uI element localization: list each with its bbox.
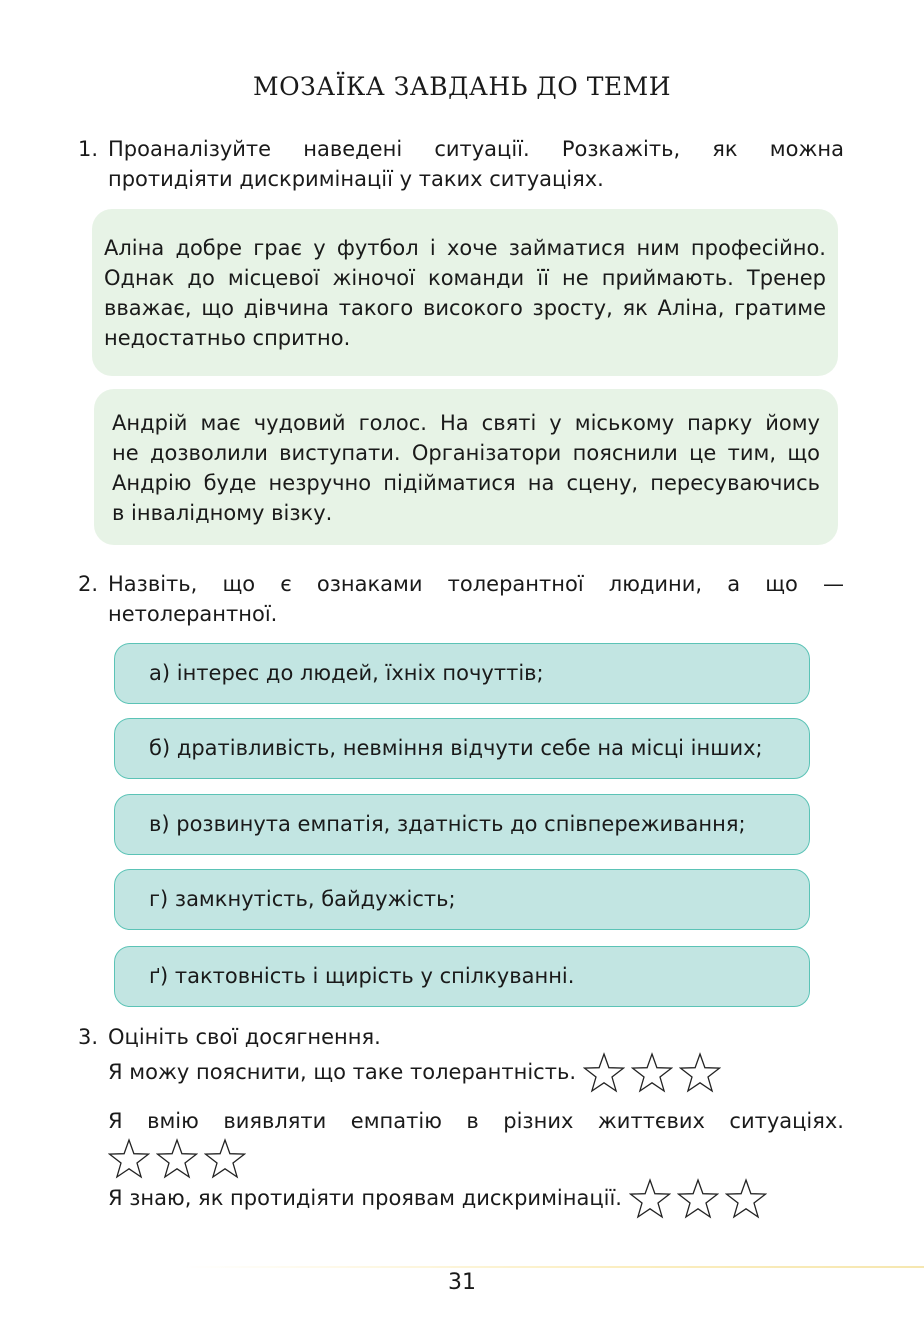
story-line: не дозволили виступати. Організатори пояснили це тим, що <box>112 441 820 465</box>
star-rating-2[interactable] <box>108 1138 246 1180</box>
story-line: в інвалідному візку. <box>112 501 333 525</box>
star-outline-icon[interactable] <box>204 1138 246 1180</box>
star-rating-3[interactable] <box>629 1178 767 1220</box>
star-outline-icon[interactable] <box>108 1138 150 1180</box>
star-outline-icon[interactable] <box>629 1178 671 1220</box>
task-2-line-2: нетолерантної. <box>108 602 278 626</box>
task-3-number: 3. <box>78 1025 99 1049</box>
option-h: г) замкнутість, байдужість; <box>114 869 810 930</box>
story-line: недостатньо спритно. <box>104 326 351 350</box>
option-b: б) дратівливість, невміння відчути себе на місці інших; <box>114 718 810 779</box>
task-3-question <box>78 1022 844 1052</box>
story-line: Андрію буде незручно підійматися на сцену, пересуваючись <box>112 471 820 495</box>
self-assessment-row-2 <box>108 1106 844 1180</box>
story-line: Андрій має чудовий голос. На святі у міському парку йому <box>112 411 820 435</box>
star-rating-1[interactable] <box>583 1052 721 1094</box>
option-a: а) інтерес до людей, їхніх почуттів; <box>114 643 810 704</box>
task-2-question <box>78 569 844 629</box>
star-outline-icon[interactable] <box>725 1178 767 1220</box>
task-2-line-1: Назвіть, що є ознаками толерантної людини, а що — <box>108 572 844 596</box>
star-outline-icon[interactable] <box>677 1178 719 1220</box>
task-1-line-2: протидіяти дискримінації у таких ситуаціях. <box>108 167 604 191</box>
statement-3: Я знаю, як протидіяти проявам дискримінації. <box>108 1186 622 1210</box>
story-card-alina <box>92 209 838 376</box>
story-card-andrii <box>94 389 838 545</box>
task-2-number: 2. <box>78 572 99 596</box>
star-outline-icon[interactable] <box>679 1052 721 1094</box>
story-line: Аліна добре грає у футбол і хоче займатися ним професійно. <box>104 236 826 260</box>
task-1-question <box>78 134 844 194</box>
self-assessment-row-3 <box>108 1178 844 1220</box>
star-outline-icon[interactable] <box>156 1138 198 1180</box>
star-outline-icon[interactable] <box>583 1052 625 1094</box>
task-1-number: 1. <box>78 137 99 161</box>
statement-2: Я вмію виявляти емпатію в різних життєвих ситуаціях. <box>108 1109 844 1133</box>
page-number: 31 <box>448 1270 476 1295</box>
story-line: Однак до місцевої жіночої команди її не приймають. Тренер <box>104 266 826 290</box>
star-outline-icon[interactable] <box>631 1052 673 1094</box>
page-title: МОЗАЇКА ЗАВДАНЬ ДО ТЕМИ <box>252 72 672 101</box>
story-line: вважає, що дівчина такого високого зросту, як Аліна, гратиме <box>104 296 826 320</box>
statement-1: Я можу пояснити, що таке толерантність. <box>108 1060 577 1084</box>
task-3-prompt: Оцініть свої досягнення. <box>108 1025 381 1049</box>
option-v: в) розвинута емпатія, здатність до співпереживання; <box>114 794 810 855</box>
task-1-line-1: Проаналізуйте наведені ситуації. Розкажіть, як можна <box>108 137 844 161</box>
option-g: ґ) тактовність і щирість у спілкуванні. <box>114 946 810 1007</box>
self-assessment-row-1 <box>108 1052 844 1094</box>
